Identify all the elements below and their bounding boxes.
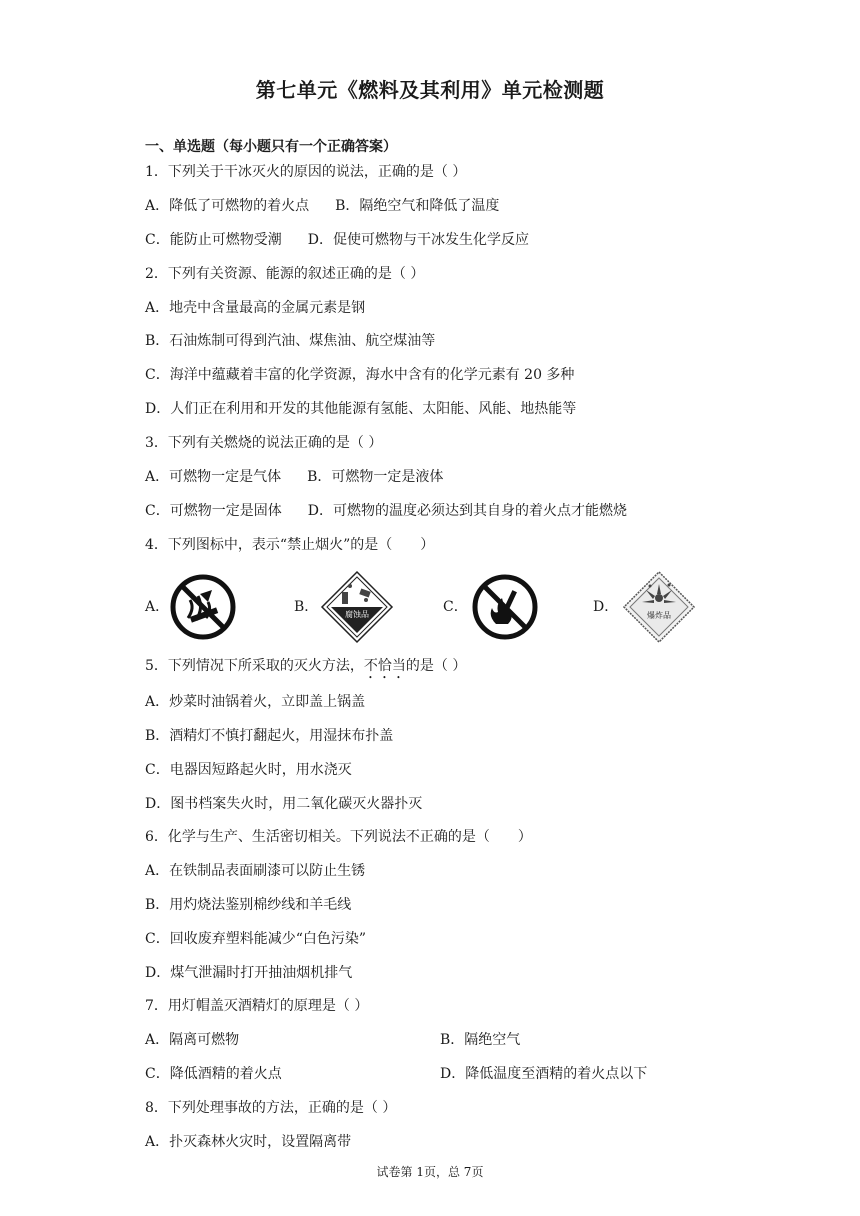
- q1-option-b[interactable]: B．隔绝空气和降低了温度: [335, 198, 500, 214]
- q6-stem: 6．化学与生产、生活密切相关。下列说法不正确的是（ ）: [145, 829, 532, 845]
- section-heading: 一、单选题（每小题只有一个正确答案）: [145, 139, 397, 155]
- q1-stem: 1．下列关于干冰灭火的原因的说法，正确的是（ ）: [145, 164, 467, 180]
- q5-option-b[interactable]: B．酒精灯不慎打翻起火，用湿抹布扑盖: [145, 728, 394, 744]
- page-title: 第七单元《燃料及其利用》单元检测题: [255, 78, 605, 102]
- explosive-sign-text: 爆炸品: [647, 611, 671, 620]
- corrosive-warning-icon[interactable]: [320, 570, 394, 644]
- q4-option-a-label[interactable]: A．: [145, 599, 170, 615]
- page-footer: 试卷第 1页，总 7页: [376, 1165, 484, 1179]
- q6-option-a[interactable]: A．在铁制品表面刷漆可以防止生锈: [145, 863, 366, 879]
- q5-stem-emphasis: 不恰当: [363, 658, 406, 674]
- explosive-warning-icon[interactable]: [622, 570, 696, 644]
- q2-option-a[interactable]: A．地壳中含量最高的金属元素是钢: [145, 300, 366, 316]
- q5-option-d[interactable]: D．图书档案失火时，用二氧化碳灭火器扑灭: [145, 796, 423, 812]
- q3-option-c[interactable]: C．可燃物一定是固体: [145, 503, 282, 519]
- corrosive-sign-text: 腐蚀品: [345, 610, 369, 619]
- q3-stem: 3．下列有关燃烧的说法正确的是（ ）: [145, 435, 383, 451]
- q4-option-c-label[interactable]: C．: [443, 599, 468, 615]
- q5-stem-pre: 5．下列情况下所采取的灭火方法，: [145, 658, 364, 674]
- q7-stem: 7．用灯帽盖灭酒精灯的原理是（ ）: [145, 998, 369, 1014]
- q3-options-cd: [145, 501, 627, 521]
- q6-option-d[interactable]: D．煤气泄漏时打开抽油烟机排气: [145, 965, 353, 981]
- q5-option-a[interactable]: A．炒菜时油锅着火，立即盖上锅盖: [145, 694, 366, 710]
- q6-option-b[interactable]: B．用灼烧法鉴别棉纱线和羊毛线: [145, 897, 352, 913]
- q4-option-b-label[interactable]: B．: [294, 599, 319, 615]
- q3-option-b[interactable]: B．可燃物一定是液体: [307, 469, 444, 485]
- q4-stem: 4．下列图标中，表示“禁止烟火”的是（ ）: [145, 537, 435, 553]
- q6-option-c[interactable]: C．回收废弃塑料能减少“白色污染”: [145, 931, 367, 947]
- q3-option-a[interactable]: A．可燃物一定是气体: [145, 469, 282, 485]
- no-smoking-icon[interactable]: [168, 572, 238, 642]
- q1-options-cd: [145, 230, 529, 250]
- no-open-flame-icon[interactable]: [470, 572, 540, 642]
- q2-option-b[interactable]: B．石油炼制可得到汽油、煤焦油、航空煤油等: [145, 333, 436, 349]
- q1-option-a[interactable]: A．降低了可燃物的着火点: [145, 198, 310, 214]
- q7-option-b[interactable]: B．隔绝空气: [440, 1032, 521, 1048]
- q7-option-d[interactable]: D．降低温度至酒精的着火点以下: [440, 1066, 648, 1082]
- q3-option-d[interactable]: D．可燃物的温度必须达到其自身的着火点才能燃烧: [307, 503, 627, 519]
- q1-option-c[interactable]: C．能防止可燃物受潮: [145, 232, 282, 248]
- q8-option-a[interactable]: A．扑灭森林火灾时，设置隔离带: [145, 1134, 352, 1150]
- q5-option-c[interactable]: C．电器因短路起火时，用水浇灭: [145, 762, 352, 778]
- q2-stem: 2．下列有关资源、能源的叙述正确的是（ ）: [145, 266, 425, 282]
- q7-option-a[interactable]: A．隔离可燃物: [145, 1032, 240, 1048]
- q4-option-d-label[interactable]: D．: [593, 599, 619, 615]
- q5-stem-post: 的是（ ）: [405, 658, 467, 674]
- q3-options-ab: [145, 467, 443, 487]
- q5-stem: [145, 656, 466, 682]
- q2-option-c[interactable]: C．海洋中蕴藏着丰富的化学资源，海水中含有的化学元素有 20 多种: [145, 367, 575, 383]
- q1-option-d[interactable]: D．促使可燃物与干冰发生化学反应: [307, 232, 529, 248]
- q1-options-ab: [145, 196, 499, 216]
- q8-stem: 8．下列处理事故的方法，正确的是（ ）: [145, 1100, 397, 1116]
- q7-option-c[interactable]: C．降低酒精的着火点: [145, 1066, 282, 1082]
- q2-option-d[interactable]: D．人们正在利用和开发的其他能源有氢能、太阳能、风能、地热能等: [145, 401, 577, 417]
